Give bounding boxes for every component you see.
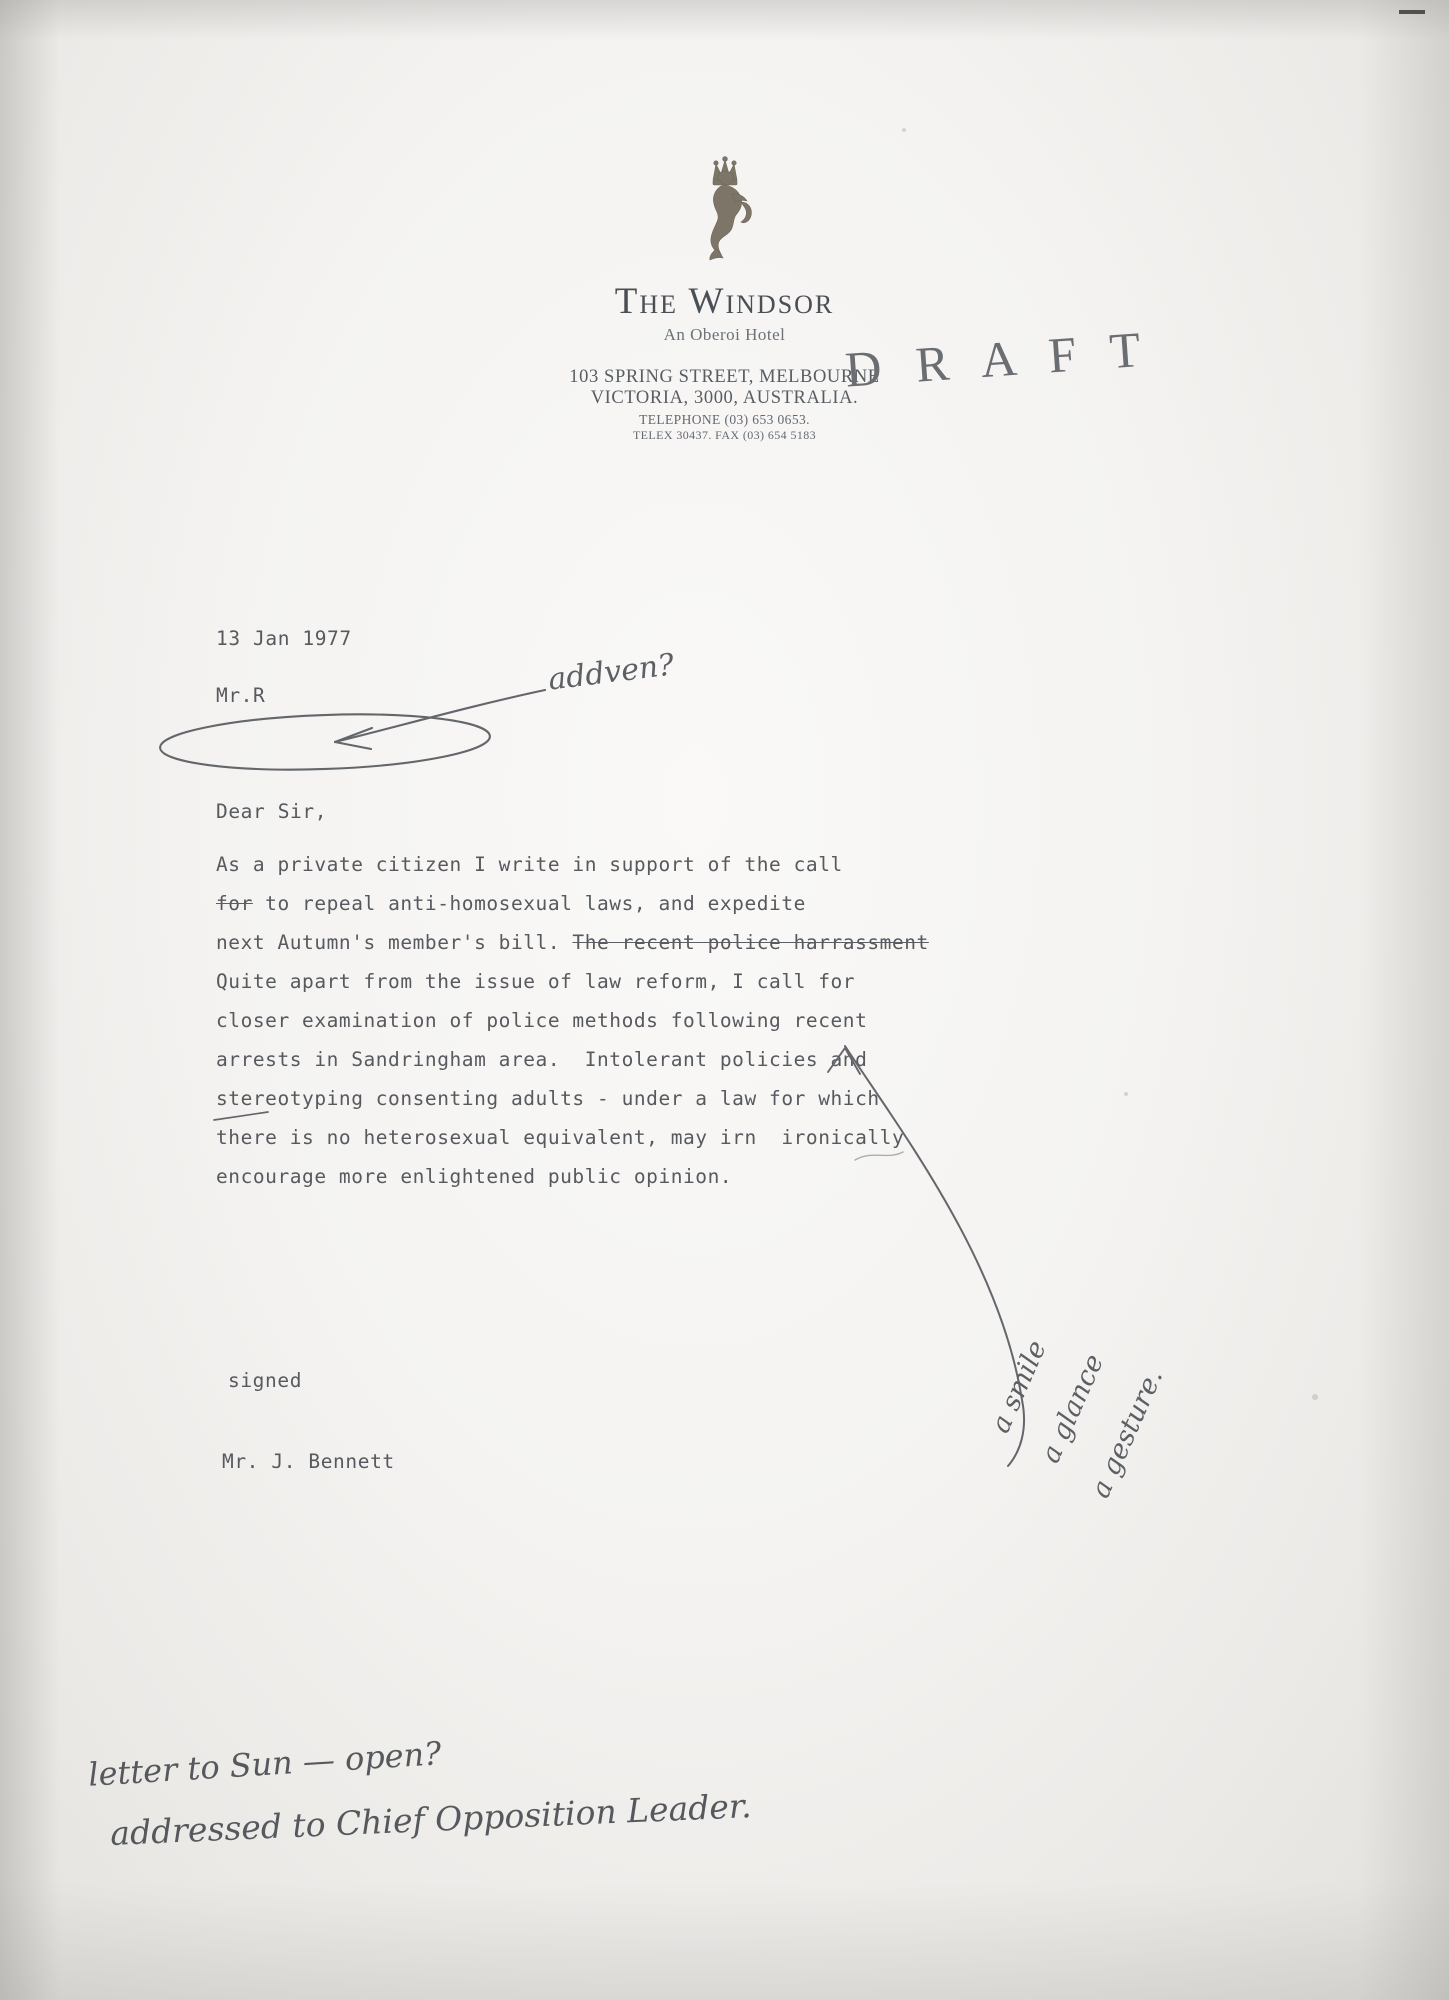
hotel-name: The Windsor <box>614 281 835 322</box>
letter-body-line <box>216 1157 1176 1196</box>
typed-text: closer examination of police methods following recent <box>216 1009 868 1032</box>
typed-text: next Autumn's member's bill. <box>216 931 573 954</box>
scan-speck <box>1312 1394 1318 1400</box>
annotation-footer-note-2: addressed to Chief Opposition Leader. <box>109 1786 753 1853</box>
letter-date: 13 Jan 1977 <box>216 627 352 650</box>
annotation-margin-note-1: a smile <box>985 1336 1053 1438</box>
annotation-margin-note-2: a glance <box>1035 1349 1111 1468</box>
typed-text: stereotyping consenting adults - under a law for which <box>216 1087 880 1110</box>
letter-recipient: Mr.R <box>216 684 266 707</box>
scan-shadow-top <box>0 0 1449 40</box>
scan-shadow-bottom <box>0 1880 1449 2000</box>
letter-body-line <box>216 884 1176 923</box>
annotation-footer-note-1: letter to Sun — open? <box>87 1734 443 1794</box>
letter-body-line <box>216 923 1176 962</box>
address-line-1: 103 SPRING STREET, MELBOURNE <box>569 367 880 387</box>
annotation-draft-stamp: D R A F T <box>843 320 1154 398</box>
hotel-subtitle: An Oberoi Hotel <box>663 325 786 344</box>
annotation-margin-note-3: a gesture. <box>1085 1364 1170 1503</box>
letterhead <box>0 150 1449 443</box>
struck-text: for <box>216 892 253 915</box>
signature-name: Mr. J. Bennett <box>222 1450 395 1473</box>
scan-speck <box>902 128 906 132</box>
scan-corner-mark <box>1399 10 1425 14</box>
scan-speck <box>1124 1092 1128 1096</box>
letter-body-line <box>216 1079 1176 1118</box>
typed-text: arrests in Sandringham area. Intolerant policies and <box>216 1048 868 1071</box>
letter-body-line <box>216 1040 1176 1079</box>
letter-body-line <box>216 845 1176 884</box>
typed-text: to repeal anti-homosexual laws, and expedite <box>252 892 806 915</box>
typed-text: Quite apart from the issue of law reform, I call for <box>216 970 856 993</box>
signature-label: signed <box>228 1369 303 1392</box>
annotation-addressee-query: addven? <box>546 647 677 698</box>
letter-body-line <box>216 1118 1176 1157</box>
letter-salutation: Dear Sir, <box>216 800 328 823</box>
typed-text: encourage more enlightened public opinion. <box>216 1165 733 1188</box>
letter-body-line <box>216 962 1176 1001</box>
address-line-4: TELEX 30437. FAX (03) 654 5183 <box>632 428 817 442</box>
typed-text: there is no heterosexual equivalent, may irn ironically <box>216 1126 905 1149</box>
heraldic-lion-crest-icon <box>685 150 765 270</box>
address-line-3: TELEPHONE (03) 653 0653. <box>639 412 810 427</box>
typed-text: As a private citizen I write in support of the call <box>216 853 843 876</box>
letter-body <box>216 845 1176 1196</box>
struck-text: The recent police harrassment <box>572 931 929 954</box>
letter-body-line <box>216 1001 1176 1040</box>
address-line-2: VICTORIA, 3000, AUSTRALIA. <box>590 388 859 408</box>
